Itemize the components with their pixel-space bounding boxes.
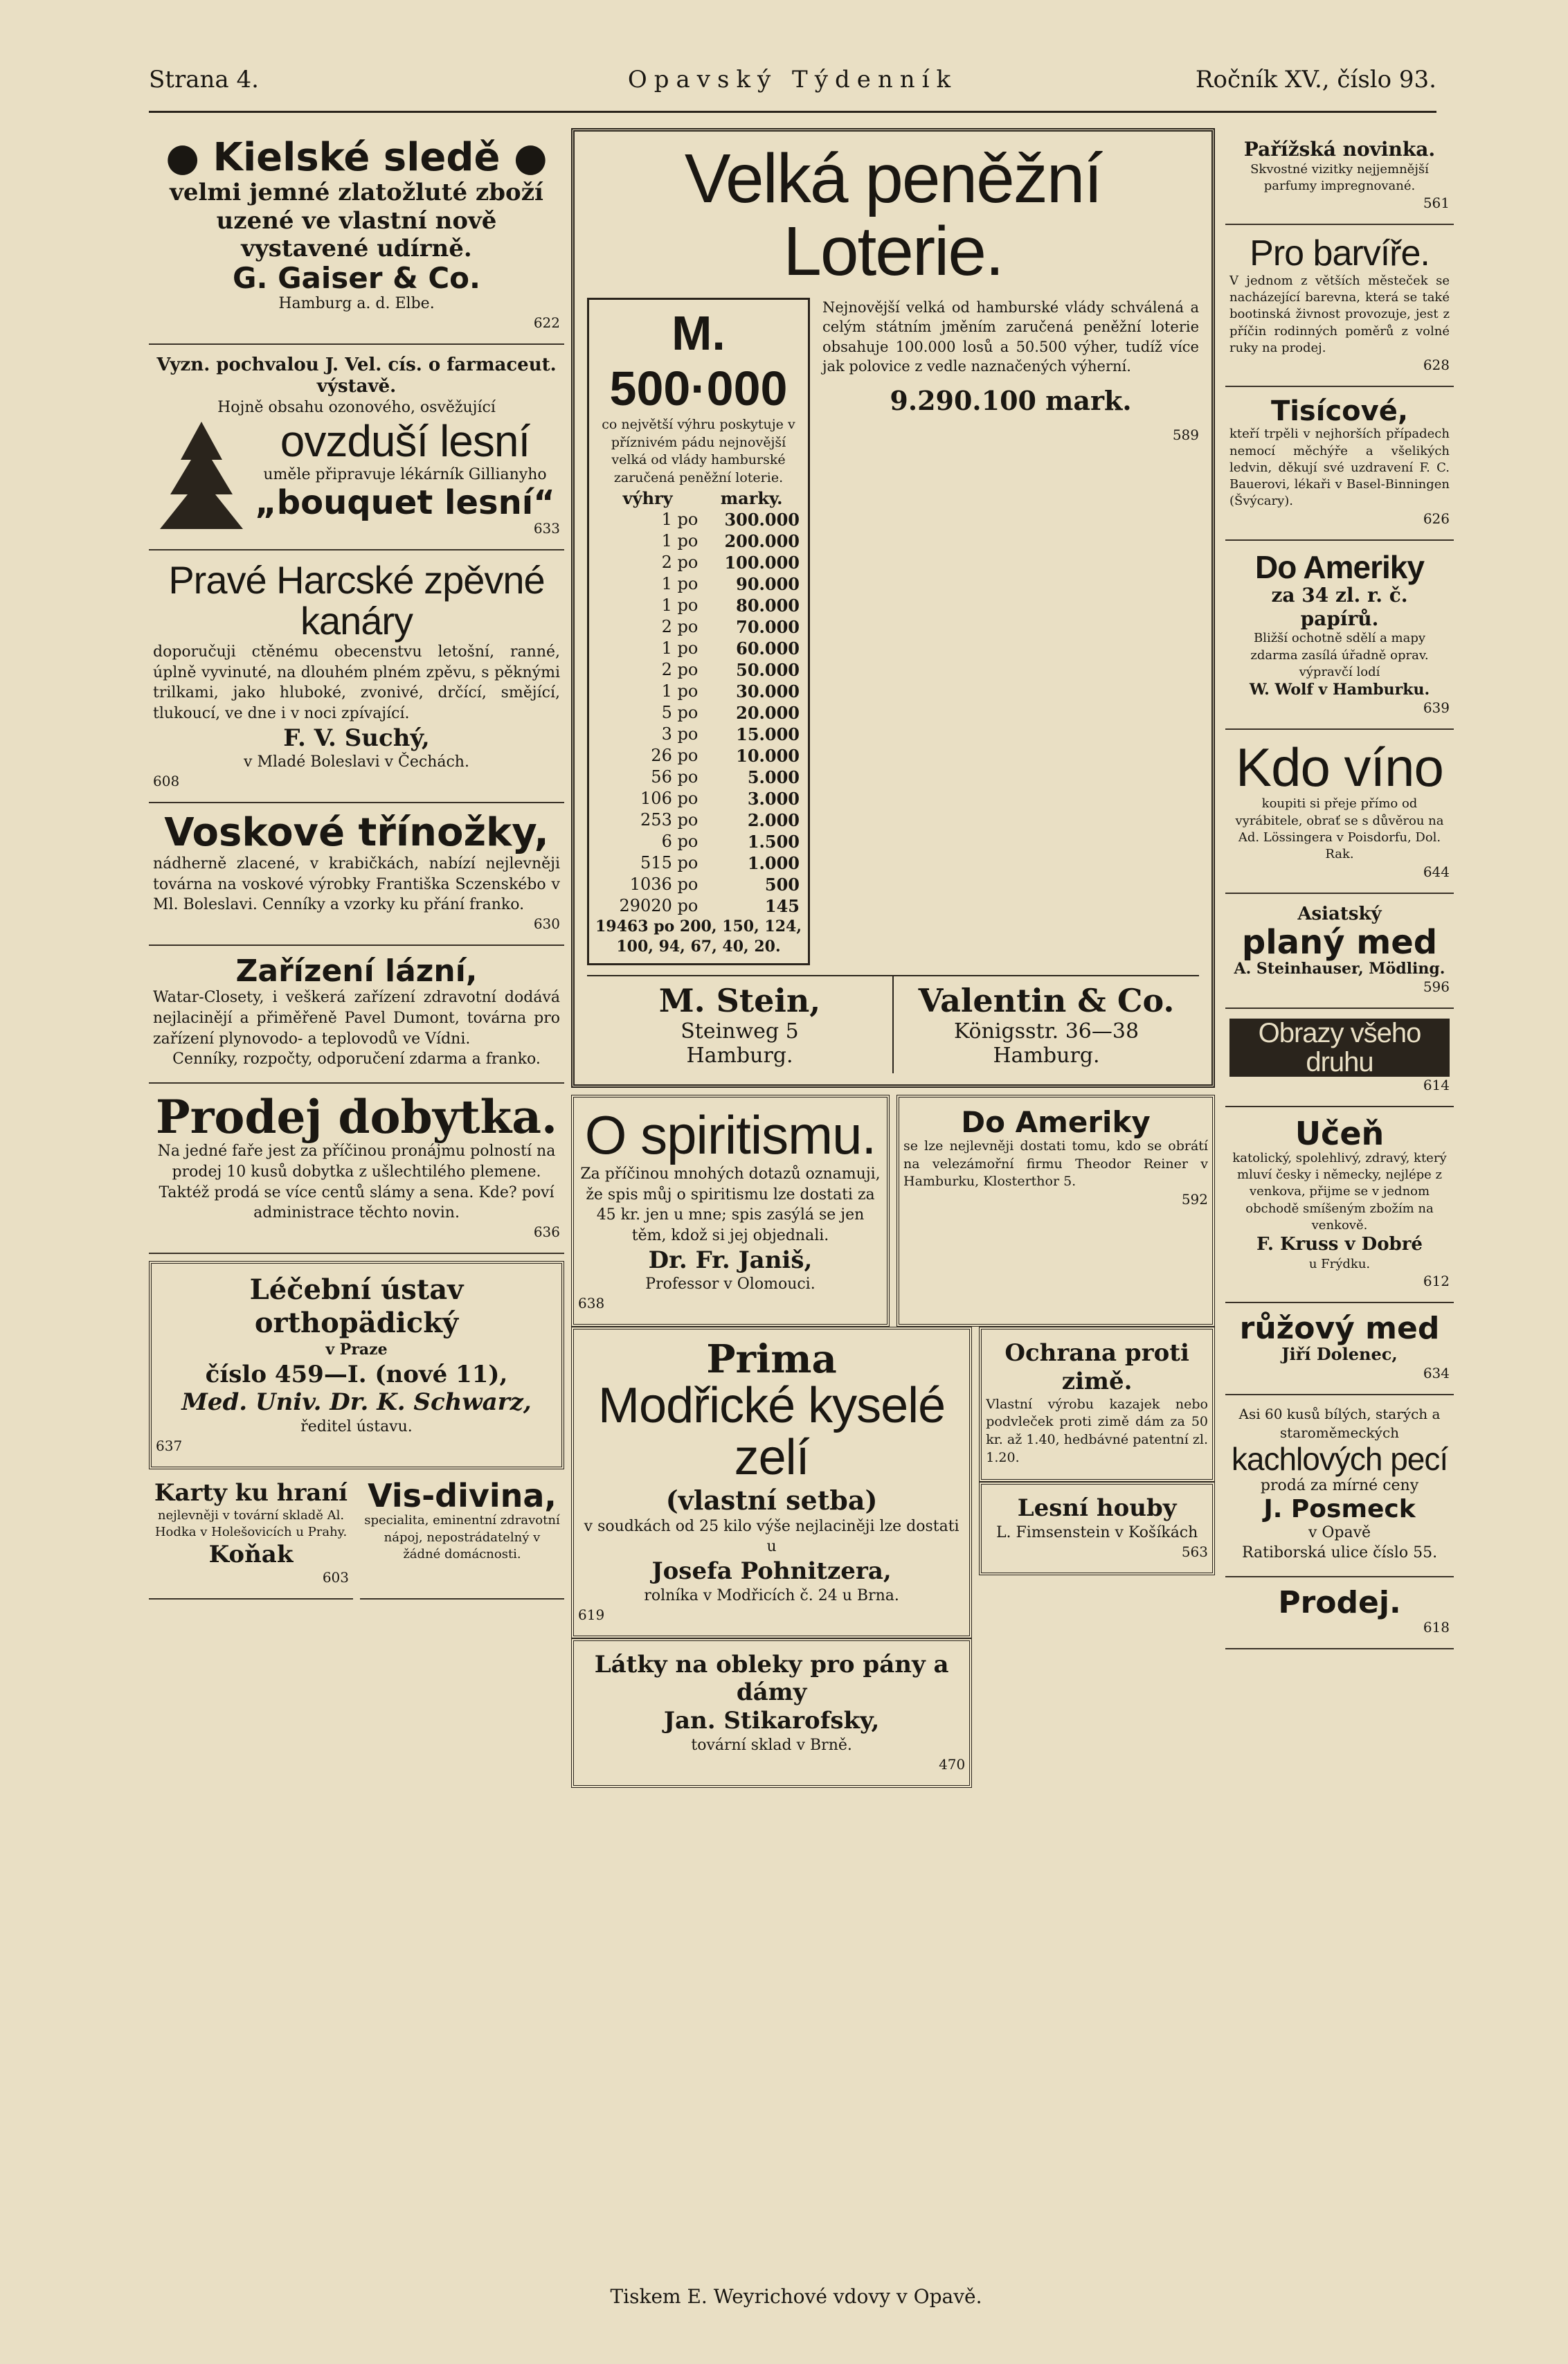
ad-text: se lze nejlevněji dostati tomu, kdo se obrátí na velezámořní firmu Theodor Reiner v Hamburku, Klosterthor 5.: [903, 1138, 1208, 1190]
ad-lesni-houby: [979, 1482, 1215, 1575]
ad-title: Učeň: [1295, 1114, 1385, 1152]
prize-count: 2 po: [661, 553, 699, 573]
ad-text: Skvostné vizitky nejjemnější parfumy impregnované.: [1250, 161, 1429, 193]
ad-text: v soudkách od 25 kilo výše nejlaciněji lze dostati u: [584, 1517, 959, 1556]
ad-title: Prodej.: [1278, 1584, 1401, 1620]
prize-box: [587, 298, 810, 965]
prize-amount: 3.000: [747, 788, 800, 809]
main-prize: M. 500·000: [609, 306, 788, 415]
ad-footer: Cenníky, rozpočty, odporučení zdarma a franko.: [172, 1050, 541, 1068]
ad-title: Ochrana proti zimě.: [1004, 1339, 1189, 1395]
prize-count: 1 po: [661, 638, 699, 659]
prize-amount: 15.000: [736, 724, 800, 744]
ad-vendor: A. Steinhauser, Mödling.: [1234, 960, 1445, 978]
ad-title: Vis-divina,: [368, 1476, 557, 1514]
ad-number: 596: [1423, 978, 1450, 995]
ad-kielske-slede: [149, 128, 564, 345]
ad-vendor: Jan. Stikarofsky,: [663, 1707, 880, 1735]
prize-count: 1 po: [661, 681, 699, 701]
ad-title: planý med: [1241, 922, 1438, 962]
issue-number: Ročník XV., číslo 93.: [1195, 66, 1436, 93]
prize-table: [595, 487, 802, 917]
ad-number: 592: [1181, 1190, 1208, 1208]
ad-lecebni-ustav: [149, 1261, 564, 1469]
prize-row: [595, 552, 802, 573]
prize-row: [595, 874, 802, 895]
ad-vendor: W. Wolf v Hamburku.: [1249, 681, 1430, 699]
ad-text: specialita, eminentní zdravotní nápoj, nepostrádatelný v žádné domácnosti.: [364, 1513, 560, 1561]
column-header: výhry: [622, 487, 673, 508]
ad-text: Vlastní výrobu kazajek nebo podvleček proti zimě dám za 50 kr. až 1.40, hedbávné patentní zl. 1.20.: [986, 1396, 1208, 1465]
column-left: [149, 128, 564, 1600]
ad-place: v Opavě: [1308, 1523, 1371, 1541]
ad-title: Do Ameriky: [961, 1104, 1151, 1139]
column-middle: [571, 128, 1215, 1788]
ad-number: 614: [1423, 1076, 1450, 1093]
ad-title: Karty ku hraní: [154, 1478, 348, 1507]
prize-amount: 100.000: [724, 552, 800, 573]
vendor-city: Hamburg.: [993, 1043, 1100, 1068]
prize-amount: 30.000: [736, 681, 800, 701]
prize-count: 515 po: [640, 853, 699, 873]
prize-row: [595, 573, 802, 595]
ad-sub: za 34 zl. r. č. papírů.: [1271, 584, 1408, 630]
prize-row: [595, 702, 802, 724]
prize-amount: 80.000: [736, 595, 800, 616]
column-right: [1225, 128, 1454, 1649]
ad-vendor: L. Fimsenstein v Košíkách: [995, 1524, 1198, 1542]
ad-title: Tisícové,: [1270, 395, 1409, 428]
ad-number: 633: [533, 520, 560, 537]
vendor-valentin: [892, 976, 1199, 1073]
ad-kdo-vino: [1225, 730, 1454, 894]
ad-tisicove: [1225, 387, 1454, 540]
ad-place: Hamburg a. d. Elbe.: [278, 295, 435, 313]
prize-amount: 60.000: [736, 638, 800, 659]
page-header: [149, 66, 1436, 107]
vendor-street: Königsstr. 36—38: [953, 1019, 1139, 1044]
prize-row: [595, 616, 802, 638]
vendor-name: M. Stein,: [658, 981, 821, 1019]
ad-number: 626: [1423, 510, 1450, 527]
ad-text: kteří trpěli v nejhorších případech nemocí měchýře a všelikých ledvin, děkují své uzdravení F. C. Bauerovi, lékaři v Basel-Binningen (Švýcary).: [1229, 427, 1450, 509]
prize-count: 106 po: [640, 789, 699, 809]
header-rule: [149, 111, 1436, 113]
ad-place: rolníka v Modřicích č. 24 u Brna.: [644, 1586, 899, 1604]
prize-row: [595, 509, 802, 530]
ad-number: 634: [1423, 1364, 1450, 1381]
ad-velka-penezni-loterie: [571, 128, 1215, 1088]
ad-title: Léčební ústav orthopädický: [249, 1273, 464, 1339]
prize-row: [595, 724, 802, 745]
ad-text: koupiti si přeje přímo od vyrábitele, obrať se s důvěrou na Ad. Lössingera v Poisdorfu, Dol. Rak.: [1235, 796, 1444, 862]
newspaper-title: Opavský Týdenník: [627, 66, 958, 93]
ad-vendor: J. Posmeck: [1263, 1494, 1416, 1523]
prize-count: 56 po: [651, 767, 699, 787]
prize-amount: 200.000: [724, 530, 800, 551]
box-text: co největší výhru poskytuje v příznivém pádu nejnovější velká od vlády hamburské zaručená peněžní loterie.: [602, 417, 795, 485]
pine-tree-icon: [153, 418, 250, 536]
ad-ruzovy-med: [1225, 1303, 1454, 1395]
ad-title: Voskové třínožky,: [164, 810, 549, 856]
ad-number: 628: [1423, 357, 1450, 374]
prize-row: [595, 809, 802, 831]
ad-ochrana-proti-zime: [979, 1327, 1215, 1482]
prize-row: [595, 681, 802, 702]
ad-title-top: Asiatský: [1297, 903, 1382, 924]
prize-row: [595, 788, 802, 809]
ad-kachlove-pece: [1225, 1395, 1454, 1577]
ad-subtitle: velmi jemné zlatožluté zboží uzené ve vlastní nově vystavené udírně.: [170, 178, 543, 263]
ad-do-ameriky: [896, 1095, 1215, 1327]
ad-text: nejlevněji v tovární skladě Al. Hodka v Holešovicích u Prahy.: [154, 1507, 348, 1540]
ad-title: Do Ameriky: [1255, 548, 1424, 585]
ad-title: Velká peněžní Loterie.: [684, 140, 1102, 290]
ad-number: 639: [1423, 699, 1450, 716]
ad-pro-barvire: [1225, 225, 1454, 387]
vendor-stein: [587, 976, 892, 1073]
ad-number: 630: [533, 915, 560, 932]
ad-sub: prodá za mírné ceny: [1260, 1477, 1419, 1495]
ad-title: Obrazy všeho druhu: [1229, 1019, 1450, 1077]
prize-count: 2 po: [661, 660, 699, 680]
ad-title: Pro barvíře.: [1250, 233, 1430, 274]
prize-count: 2 po: [661, 617, 699, 637]
ad-title: ● Kielské sledě ●: [165, 135, 548, 180]
vendor-name: Valentin & Co.: [918, 981, 1175, 1019]
ad-intro: Vyzn. pochvalou J. Vel. cís. o farmaceut. výstavě.: [156, 354, 557, 397]
ad-vendor: G. Gaiser & Co.: [233, 261, 480, 296]
prize-amount: 300.000: [724, 509, 800, 530]
ad-text: V jednom z větších městeček se nacházející barevna, která se také bootinská živnost provozuje, jest z příčin rodinných poměrů z volné ruky na prodej.: [1229, 273, 1450, 355]
ad-title: O spiritismu.: [584, 1104, 876, 1165]
ad-obrazy: [1225, 1009, 1454, 1107]
ad-text: nádherně zlacené, v krabičkách, nabízí nejlevněji továrna na voskové výrobky Františka Sczenskébo v Ml. Boleslavi. Cenníky a vzorky ku přání franko.: [153, 854, 560, 914]
ad-number: 612: [1423, 1272, 1450, 1289]
ad-number: 618: [1423, 1619, 1450, 1636]
ad-do-ameriky-2: [1225, 541, 1454, 730]
ad-title: růžový med: [1239, 1310, 1440, 1346]
prize-count: 6 po: [661, 832, 699, 852]
vendor-street: Steinweg 5: [681, 1019, 799, 1044]
ad-number: 470: [939, 1755, 966, 1773]
prize-amount: 5.000: [747, 767, 800, 787]
ad-sub: Hojně obsahu ozonového, osvěžující: [217, 399, 496, 417]
prize-amount: 10.000: [736, 745, 800, 766]
ad-title-2: Koňak: [208, 1541, 294, 1569]
ad-number: 622: [533, 314, 560, 331]
ad-text: Na jedné faře jest za příčinou pronájmu polností na prodej 10 kusů dobytka z ušlechtilého plemene. Taktéž prodá se více centů slámy a sena. Kde? poví administrace těchto novin.: [157, 1143, 556, 1222]
ad-address: číslo 459—I. (nové 11),: [205, 1360, 508, 1388]
ad-karty: [149, 1469, 353, 1600]
ad-vendor: F. Kruss v Dobré: [1256, 1234, 1423, 1255]
ad-address: Ratiborská ulice číslo 55.: [1241, 1544, 1438, 1562]
row-zeli-ochrana: [571, 1327, 1215, 1788]
prize-count: 253 po: [640, 810, 699, 830]
prize-count: 3 po: [661, 724, 699, 744]
column-header: marky.: [720, 487, 783, 508]
ad-kanary: [149, 550, 564, 803]
prize-amount: 50.000: [736, 659, 800, 680]
ad-place: v Mladé Boleslavi v Čechách.: [244, 753, 469, 771]
ad-doctor: Dr. Fr. Janiš,: [648, 1246, 813, 1274]
ad-text: Za příčinou mnohých dotazů oznamuji, že spis můj o spiritismu lze dostati za 45 kr. jen u mne; spis zasýlá se jen těm, kdož si jej objednali.: [580, 1165, 881, 1244]
lottery-addresses: [587, 975, 1199, 1073]
ad-vendor: Josefa Pohnitzera,: [651, 1557, 892, 1586]
row-spiritismu-ameriky: [571, 1095, 1215, 1327]
ad-title-top: Prima: [706, 1336, 837, 1383]
ad-number: 589: [1172, 426, 1199, 443]
ad-ucen: [1225, 1107, 1454, 1303]
prize-count: 1 po: [661, 574, 699, 594]
total-sum: 9.290.100 mark.: [890, 385, 1132, 417]
ad-role: ředitel ústavu.: [300, 1418, 413, 1436]
ad-number: 636: [533, 1223, 560, 1240]
ad-number: 644: [1423, 863, 1450, 880]
ad-title: Kdo víno: [1236, 736, 1443, 798]
ad-text: Nejnovější velká od hamburské vlády schválená a celým státním jměním zaručená peněžní loterie obsahuje 100.000 losů a 50.500 výher, tudíž více jak polovice z vedle naznačených výherní.: [822, 299, 1199, 375]
prize-row: [595, 638, 802, 659]
ad-product: „bouquet lesní“: [255, 483, 555, 522]
prize-row: [595, 659, 802, 681]
ad-text: Bližší ochotně sdělí a mapy zdarma zasílá úřadně oprav. výpravčí lodí: [1250, 631, 1429, 679]
ad-title: Zařízení lázní,: [235, 953, 478, 989]
prize-count: 5 po: [661, 703, 699, 723]
ad-vis-divina: [360, 1469, 564, 1600]
ad-vendor: F. V. Suchý,: [283, 724, 430, 752]
ad-plany-med: [1225, 894, 1454, 1009]
prize-row: [595, 831, 802, 852]
ad-o-spiritismu: [571, 1095, 890, 1327]
ad-maker: uměle připravuje lékárník Gillianyho: [263, 466, 547, 484]
stack-zeli-latky: [571, 1327, 972, 1788]
prize-row: [595, 767, 802, 788]
ad-number: 561: [1423, 195, 1450, 212]
prize-row: [595, 595, 802, 616]
ad-title: Pravé Harcské zpěvné kanáry: [168, 558, 545, 643]
prize-note: 19463 po 200, 150, 124, 100, 94, 67, 40, 20.: [595, 917, 802, 956]
ad-text: Asi 60 kusů bílých, starých a staroměmeckých: [1238, 1405, 1441, 1441]
ad-title: Lesní houby: [1017, 1494, 1177, 1523]
prize-amount: 1.500: [747, 831, 800, 852]
ad-title: Pařížská novinka.: [1243, 138, 1436, 161]
ad-vendor: Jiří Dolenec,: [1281, 1344, 1398, 1365]
prize-count: 1036 po: [629, 875, 699, 895]
ad-text: katolický, spolehlivý, zdravý, který mluví česky i německy, nejlépe z venkova, přijme se v jednom obchodě smíšeným zbožím na venkově.: [1232, 1150, 1447, 1233]
prize-amount: 500: [764, 874, 800, 895]
ad-text: doporučuji ctěnému obecenstvu letošní, ranné, úplně vyvinuté, na dlouhém plném zpěvu, s pěknými trilkami, jako hluboké, zvonivé, drčící, smějící, tlukoucí, ve dne i v noci zpívající.: [153, 643, 560, 722]
ad-prodej: [1225, 1577, 1454, 1649]
ad-number: 637: [156, 1437, 183, 1454]
ad-number: 563: [1181, 1543, 1208, 1560]
page-number: Strana 4.: [149, 66, 259, 93]
prize-row: [595, 852, 802, 874]
small-ads-row: [149, 1469, 564, 1600]
ad-zarizeni-lazni: [149, 946, 564, 1084]
ad-prodej-dobytka: [149, 1084, 564, 1254]
ad-ovzdusi-lesni: [149, 345, 564, 550]
ad-modricke-zeli: [571, 1327, 972, 1638]
prize-row: [595, 530, 802, 552]
ad-number: 608: [153, 773, 180, 790]
prize-count: 29020 po: [619, 896, 699, 916]
prize-amount: 70.000: [736, 616, 800, 637]
prize-amount: 20.000: [736, 702, 800, 723]
prize-row: [595, 895, 802, 917]
lottery-text: [822, 298, 1199, 965]
prize-count: 26 po: [651, 746, 699, 766]
ad-text: Watar-Closety, i veškerá zařízení zdravotní dodává nejlacinějí a přiměřeně Pavel Dumont, továrna pro zařízení plynovodo- a teplovodů ve Vídni.: [153, 989, 560, 1048]
ad-doctor: Med. Univ. Dr. K. Schwarz,: [181, 1388, 532, 1417]
ad-number: 638: [578, 1295, 605, 1312]
ad-role: Professor v Olomouci.: [645, 1275, 815, 1293]
ad-title: Modřické kyselé zelí: [598, 1377, 946, 1486]
prize-amount: 2.000: [747, 809, 800, 830]
prize-table-header: [595, 487, 802, 509]
ad-number: 619: [578, 1606, 605, 1623]
ad-place: tovární sklad v Brně.: [691, 1736, 852, 1754]
prize-amount: 90.000: [736, 573, 800, 594]
ad-place: u Frýdku.: [1308, 1256, 1371, 1271]
prize-count: 1 po: [661, 510, 699, 530]
ad-voskove-trinozky: [149, 803, 564, 946]
ad-latky: [571, 1638, 972, 1788]
vendor-city: Hamburg.: [686, 1043, 793, 1068]
ad-title: Prodej dobytka.: [155, 1089, 558, 1144]
prize-count: 1 po: [661, 596, 699, 616]
ad-number: 603: [322, 1569, 349, 1586]
printer-footer: Tiskem E. Weyrichové vdovy v Opavě.: [610, 2285, 982, 2308]
stack-ochrana-houby: [979, 1327, 1215, 1788]
ad-title: ovzduší lesní: [280, 416, 530, 467]
prize-amount: 1.000: [747, 852, 800, 873]
ad-place: v Praze: [325, 1340, 388, 1359]
ad-parizska-novinka: [1225, 128, 1454, 225]
ad-sub: (vlastní setba): [665, 1485, 878, 1516]
prize-count: 1 po: [661, 531, 699, 551]
prize-amount: 145: [764, 895, 800, 916]
ad-title: Látky na obleky pro pány a dámy: [594, 1650, 949, 1707]
prize-row: [595, 745, 802, 767]
ad-title: kachlových pecí: [1231, 1440, 1448, 1477]
